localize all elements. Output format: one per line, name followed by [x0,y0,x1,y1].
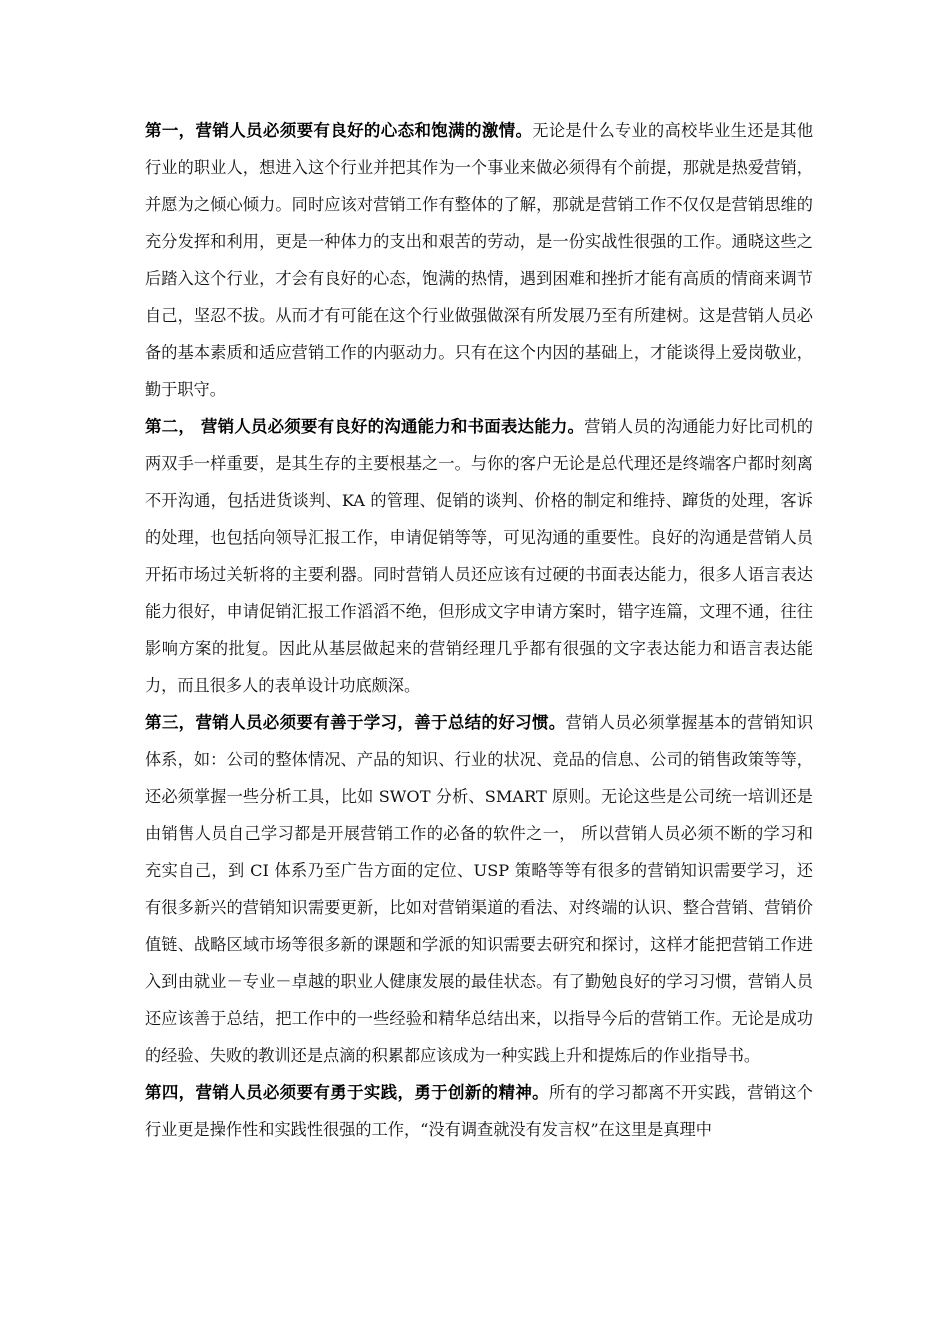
paragraph-text: 营销人员的沟通能力好比司机的两双手一样重要，是其生存的主要根基之一。与你的客户无论是总代理还是终端客户都时刻离不开沟通，包括进货谈判、KA 的管理、促销的谈判、价格的制定和维持、蹿货的处理，客诉的处理，也包括向领导汇报工作，申请促销等等，可见沟通的重要性。良好的沟通是营销人员开拓市场过关斩将的主要利器。同时营销人员还应该有过硬的书面表达能力，很多人语言表达能力很好，申请促销汇报工作滔滔不绝，但形成文字申请方案时，错字连篇，文理不通，往往影响方案的批复。因此从基层做起来的营销经理几乎都有很强的文字表达能力和语言表达能力，而且很多人的表单设计功底颇深。 [145,417,813,695]
paragraph-text: 所有的学习都离不开实践，营销这个行业更是操作性和实践性很强的工作，“没有调查就没有发言权”在这里是真理中 [145,1083,813,1139]
paragraph-heading: 第二， 营销人员必须要有良好的沟通能力和书面表达能力。 [145,417,585,436]
paragraph-text: 营销人员必须掌握基本的营销知识体系，如：公司的整体情况、产品的知识、行业的状况、竞品的信息、公司的销售政策等等，还必须掌握一些分析工具，比如 SWOT 分析、SMART 原则。无论这些是公司统一培训还是由销售人员自己学习都是开展营销工作的必备的软件之一， 所以营销人员必须不断的学习和充实自己，到 CI 体系乃至广告方面的定位、USP 策略等等有很多的营销知识需要学习，还有很多新兴的营销知识需要更新，比如对营销渠道的看法、对终端的认识、整合营销、营销价值链、战略区域市场等很多新的课题和学派的知识需要去研究和探讨，这样才能把营销工作进入到由就业－专业－卓越的职业人健康发展的最佳状态。有了勤勉良好的学习习惯，营销人员还应该善于总结，把工作中的一些经验和精华总结出来，以指导今后的营销工作。无论是成功的经验、失败的教训还是点滴的积累都应该成为一种实践上升和提炼后的作业指导书。 [145,713,814,1065]
paragraph-heading: 第四，营销人员必须要有勇于实践，勇于创新的精神。 [145,1083,549,1102]
paragraph-communication [145,408,813,704]
paragraph-text: 无论是什么专业的高校毕业生还是其他行业的职业人，想进入这个行业并把其作为一个事业来做必须得有个前提，那就是热爱营销，并愿为之倾心倾力。同时应该对营销工作有整体的了解，那就是营销工作不仅仅是营销思维的充分发挥和利用，更是一种体力的支出和艰苦的劳动，是一份实战性很强的工作。通晓这些之后踏入这个行业，才会有良好的心态，饱满的热情，遇到困难和挫折才能有高质的情商来调节自己，坚忍不拔。从而才有可能在这个行业做强做深有所发展乃至有所建树。这是营销人员必备的基本素质和适应营销工作的内驱动力。只有在这个内因的基础上，才能谈得上爱岗敬业，勤于职守。 [145,121,814,399]
document-body [145,112,813,1148]
paragraph-learning [145,704,813,1074]
paragraph-attitude [145,112,813,408]
paragraph-heading: 第三，营销人员必须要有善于学习，善于总结的好习惯。 [145,713,566,732]
paragraph-practice [145,1074,813,1148]
paragraph-heading: 第一，营销人员必须要有良好的心态和饱满的激情。 [145,121,533,140]
